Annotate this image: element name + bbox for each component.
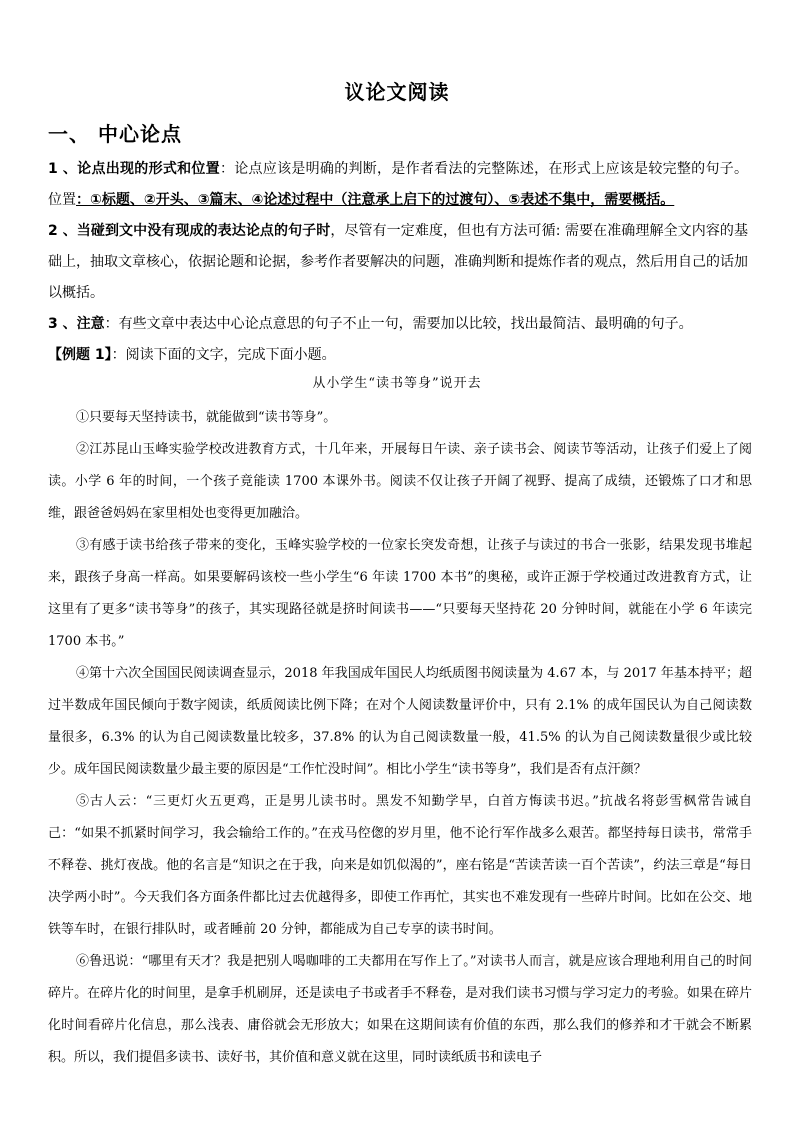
point-1-positions: ：①标题、②开头、③篇末、④论述过程中（注意承上启下的过渡句）、⑤表述不集中，需要概括。	[76, 192, 675, 208]
article-paragraph-6: ⑥鲁迅说：“哪里有天才？我是把别人喝咖啡的工夫都用在写作上了。”对读书人而言，就是应该合理地利用自己的时间碎片。在碎片化的时间里，是拿手机刷屏，还是读电子书或者手不释卷，是对我们读书习惯与学习定力的考验。如果在碎片化时间看碎片化信息，那么浅表、庸俗就会无形放大；如果在这期间读有价值的东西，那么我们的修养和才干就会不断累积。所以，我们提倡多读书、读好书，其价值和意义就在这里，同时读纸质书和读电子	[48, 954, 752, 1065]
point-3-text: ：有些文章中表达中心论点意思的句子不止一句，需要加以比较，找出最简洁、最明确的句子。	[104, 316, 693, 332]
page-title: 议论文阅读	[344, 80, 450, 104]
point-3-label: 3 、注意	[48, 316, 105, 332]
article-paragraph-1: ①只要每天坚持读书，就能做到“读书等身”。	[76, 410, 337, 425]
point-3	[48, 309, 748, 340]
example-label: 【例题 1】	[48, 347, 112, 363]
point-2-label: 2 、当碰到文中没有现成的表达论点的句子时	[48, 223, 331, 239]
point-1	[48, 154, 748, 216]
section-heading: 一、 中心论点	[48, 122, 182, 146]
example-1	[48, 341, 748, 369]
point-2	[48, 216, 748, 309]
article-paragraph-5: ⑤古人云：“三更灯火五更鸡，正是男儿读书时。黑发不知勤学早，白首方悔读书迟。”抗战名将彭雪枫常告诫自己：“如果不抓紧时间学习，我会输给工作的。”在戎马倥偬的岁月里，他不论行军作战多么艰苦。都坚持每日读书，常常手不释卷、挑灯夜战。他的名言是“知识之在于我，向来是如饥似渴的”，座右铭是“苦读苦读一百个苦读”，约法三章是“每日决学两小时”。今天我们各方面条件都比过去优越得多，即使工作再忙，其实也不难发现有一些碎片时间。比如在公交、地铁等车时，在银行排队时，或者睡前 20 分钟，都能成为自己专享的读书时间。	[48, 794, 752, 937]
article-paragraph-4: ④第十六次全国国民阅读调查显示，2018 年我国成年国民人均纸质图书阅读量为 4.67 本，与 2017 年基本持平；超过半数成年国民倾向于数字阅读，纸质阅读比例下降；在对个人阅读数量评价中，只有 2.1% 的成年国民认为自己阅读数量很多，6.3% 的认为自己阅读数量比较多，37.8% 的认为自己阅读数量一般，41.5% 的认为自己阅读数量很少或比较少。成年国民阅读数量少最主要的原因是“工作忙没时间”。相比小学生“读书等身”，我们是否有点汗颜？	[48, 666, 752, 777]
article-body	[48, 402, 752, 1074]
article-paragraph-3: ③有感于读书给孩子带来的变化，玉峰实验学校的一位家长突发奇想，让孩子与读过的书合一张影，结果发现书堆起来，跟孩子身高一样高。如果要解码该校一些小学生“6 年读 1700 本书”的奥秘，或许正源于学校通过改进教育方式，让这里有了更多“读书等身”的孩子，其实现路径就是挤时间读书——“只要每天坚持花 20 分钟时间，就能在小学 6 年读完 1700 本书。”	[48, 538, 752, 649]
example-text: ：阅读下面的文字，完成下面小题。	[111, 347, 336, 363]
point-1-label: 1 、论点出现的形式和位置	[48, 161, 220, 177]
article-paragraph-2: ②江苏昆山玉峰实验学校改进教育方式，十几年来，开展每日午读、亲子读书会、阅读节等活动，让孩子们爱上了阅读。小学 6 年的时间，一个孩子竟能读 1700 本课外书。阅读不仅让孩子开阔了视野、提高了成绩，还锻炼了口才和思维，跟爸爸妈妈在家里相处也变得更加融洽。	[48, 442, 752, 521]
point-2-text: ，尽管有一定难度，但也有方法可循: 需要在准确理解全文内容的基础上，抽取文章核心，依据论题和论据，参考作者要解决的问题，准确判断和提炼作者的观点，然后用自己的话加以概括。	[48, 223, 748, 301]
article-title: 从小学生“读书等身”说开去	[312, 376, 482, 391]
point-1-text: ：论点应该是明确的判断，是作者看法的完整陈述，在形式上应该是较完整的句子。位置	[48, 161, 748, 208]
